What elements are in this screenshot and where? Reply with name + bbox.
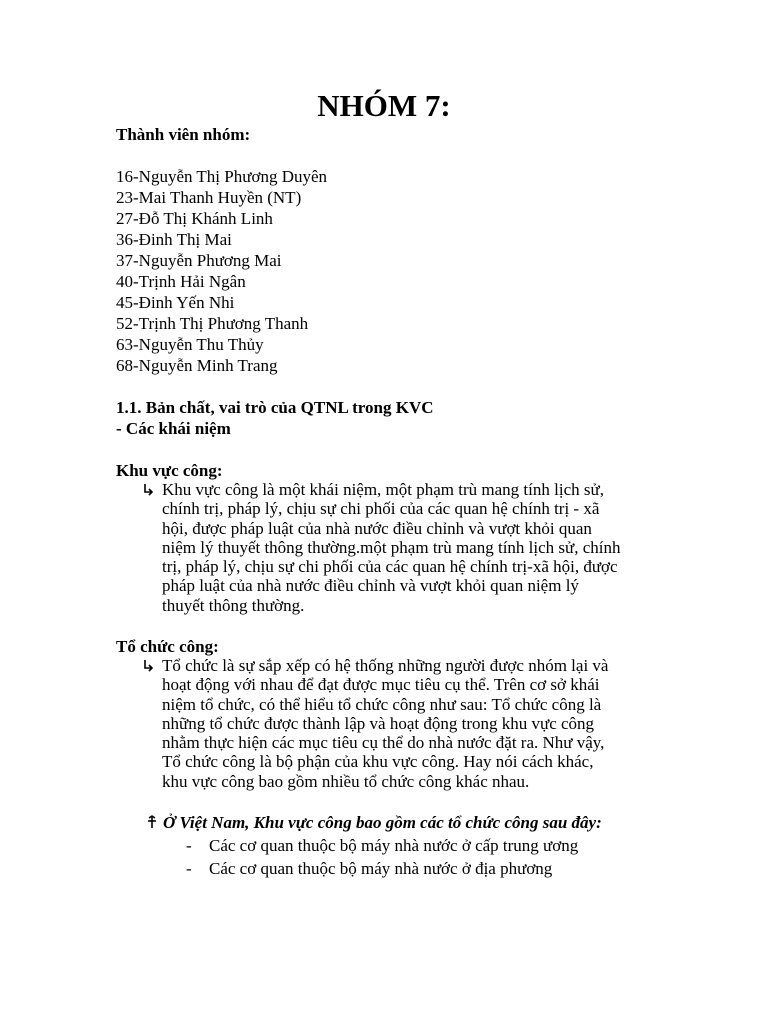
paragraph-line: khu vực công bao gồm nhiều tổ chức công khác nhau. [162, 771, 530, 791]
member-item: 68-Nguyễn Minh Trang [116, 356, 278, 375]
paragraph-line: hội, được pháp luật của nhà nước điều chỉnh và vượt khỏi quan [162, 518, 592, 538]
paragraph-line: trị, pháp lý, chịu sự chi phối của các quan hệ chính trị-xã hội, được [162, 557, 618, 577]
viet-nam-heading: Ở Việt Nam, Khu vực công bao gồm các tổ chức công sau đây: [163, 813, 602, 832]
paragraph-line: Tổ chức công là bộ phận của khu vực công. Hay nói cách khác, [162, 752, 594, 772]
member-item: 16-Nguyễn Thị Phương Duyên [116, 167, 328, 186]
paragraph-line: hoạt động với nhau để đạt được mục tiêu cụ thể. Trên cơ sở khái [162, 675, 600, 695]
members-heading: Thành viên nhóm: [116, 125, 251, 144]
khu-vuc-cong-block [143, 480, 663, 615]
viet-nam-list [186, 834, 578, 880]
khu-vuc-cong-paragraph [162, 480, 663, 615]
member-item: 27-Đỗ Thị Khánh Linh [116, 209, 273, 228]
list-item [186, 857, 578, 880]
paragraph-line: nhằm thực hiện các mục tiêu cụ thể do nhà nước đặt ra. Như vậy, [162, 733, 605, 753]
list-item-text: Các cơ quan thuộc bộ máy nhà nước ở địa phương [209, 859, 553, 878]
paragraph-line: niệm tổ chức, có thể hiểu tổ chức công như sau: Tổ chức công là [162, 694, 602, 714]
page-title: NHÓM 7: [317, 88, 451, 123]
dash-bullet: - [186, 859, 192, 878]
list-item [186, 834, 578, 857]
list-item-text: Các cơ quan thuộc bộ máy nhà nước ở cấp trung ương [209, 836, 579, 855]
member-item: 45-Đinh Yến Nhi [116, 293, 235, 312]
members-list [116, 166, 327, 376]
arrow-bullet-icon [143, 659, 155, 673]
paragraph-line: pháp luật của nhà nước điều chỉnh và vượt khỏi quan niệm lý [162, 576, 579, 596]
member-item: 52-Trịnh Thị Phương Thanh [116, 314, 309, 333]
paragraph-line: những tổ chức được thành lập và hoạt động trong khu vực công [162, 713, 595, 733]
section-title: 1.1. Bản chất, vai trò của QTNL trong KVC [116, 398, 434, 417]
paragraph-line: chính trị, pháp lý, chịu sự chi phối của các quan hệ chính trị - xã [162, 499, 600, 519]
paragraph-line: thuyết thông thường. [162, 595, 305, 615]
to-chuc-cong-block [143, 656, 663, 791]
pin-bullet-icon [147, 815, 157, 829]
member-item: 40-Trịnh Hải Ngân [116, 272, 246, 291]
term-khu-vuc-cong: Khu vực công: [116, 461, 223, 480]
member-item: 23-Mai Thanh Huyền (NT) [116, 188, 302, 207]
sub-title: - Các khái niệm [116, 419, 231, 438]
to-chuc-cong-paragraph [162, 656, 663, 791]
term-to-chuc-cong: Tổ chức công: [116, 637, 219, 656]
member-item: 63-Nguyễn Thu Thủy [116, 335, 264, 354]
dash-bullet: - [186, 836, 192, 855]
member-item: 37-Nguyễn Phương Mai [116, 251, 282, 270]
member-item: 36-Đinh Thị Mai [116, 230, 232, 249]
arrow-bullet-icon [143, 483, 155, 497]
paragraph-line: Tổ chức là sự sắp xếp có hệ thống những người được nhóm lại và [162, 656, 609, 675]
paragraph-line: niệm lý thuyết thông thường.một phạm trù mang tính lịch sử, chính [162, 537, 621, 557]
paragraph-line: Khu vực công là một khái niệm, một phạm trù mang tính lịch sử, [162, 480, 604, 499]
